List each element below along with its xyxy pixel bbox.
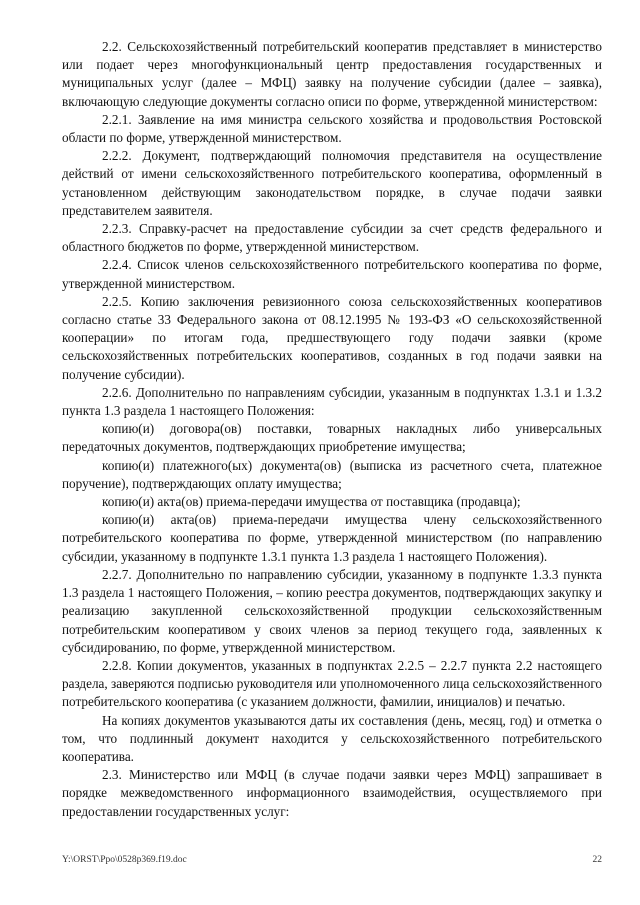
page-footer — [62, 855, 602, 865]
paragraph-2-2-7: 2.2.7. Дополнительно по направлению субсидии, указанному в подпункте 1.3.3 пункта 1.3 раздела 1 настоящего Положения, – копию реестра документов, подтверждающих закупку и реализацию закупленной сельскохозяйственной продукции сельскохозяйственным потребительским кооперативом у своих членов за период текущего года, заявленных к субсидированию, по форме, утвержденной министерством. — [62, 566, 602, 655]
paragraph-2-2-4: 2.2.4. Список членов сельскохозяйственного потребительского кооператива по форме, утвержденной министерством. — [62, 257, 602, 291]
paragraph-2-2-3: 2.2.3. Справку-расчет на предоставление субсидии за счет средств федерального и областного бюджетов по форме, утвержденной министерством. — [62, 221, 602, 255]
paragraph-2-3: 2.3. Министерство или МФЦ (в случае подачи заявки через МФЦ) запрашивает в порядке межведомственного информационного взаимодействия, осуществляемого при предоставлении государственных услуг: — [62, 767, 602, 819]
paragraph-copies-dates: На копиях документов указываются даты их составления (день, месяц, год) и отметка о том, что подлинный документ находится у сельскохозяйственного потребительского кооператива. — [62, 712, 602, 764]
list-item-acceptance-member: копию(и) акта(ов) приема-передачи имущества члену сельскохозяйственного потребительского кооператива по форме, утвержденной министерством (по направлению субсидии, указанному в подпункте 1.3.1 пункта 1.3 раздела 1 настоящего Положения). — [62, 512, 602, 564]
paragraph-2-2-5: 2.2.5. Копию заключения ревизионного союза сельскохозяйственных кооперативов согласно статье 33 Федерального закона от 08.12.1995 № 193-ФЗ «О сельскохозяйственной кооперации» по итогам года, предшествующего году подачи заявки (кроме сельскохозяйственных потребительских кооперативов, созданных в год подачи заявки на получение субсидии). — [62, 293, 602, 382]
list-item-payments: копию(и) платежного(ых) документа(ов) (выписка из расчетного счета, платежное поручение), подтверждающих оплату имущества; — [62, 457, 602, 491]
document-body — [62, 38, 602, 821]
page-number: 22 — [592, 855, 602, 865]
list-item-contracts: копию(и) договора(ов) поставки, товарных накладных либо универсальных передаточных документов, подтверждающих приобретение имущества; — [62, 421, 602, 455]
paragraph-2-2-8: 2.2.8. Копии документов, указанных в подпунктах 2.2.5 – 2.2.7 пункта 2.2 настоящего раздела, заверяются подписью руководителя или уполномоченного лица сельскохозяйственного потребительского кооператива (с указанием должности, фамилии, инициалов) и печатью. — [62, 657, 602, 710]
file-path: Y:\ORST\Ppo\0528p369.f19.doc — [62, 855, 187, 865]
paragraph-2-2-6: 2.2.6. Дополнительно по направлениям субсидии, указанным в подпунктах 1.3.1 и 1.3.2 пункта 1.3 раздела 1 настоящего Положения: — [62, 384, 602, 419]
paragraph-2-2: 2.2. Сельскохозяйственный потребительский кооператив представляет в министерство или подает через многофункциональный центр предоставления государственных и муниципальных услуг (далее – МФЦ) заявку на получение субсидии (далее – заявка), включающую следующие документы согласно описи по форме, утвержденной министерством: — [62, 39, 602, 109]
paragraph-2-2-2: 2.2.2. Документ, подтверждающий полномочия представителя на осуществление действий от имени сельскохозяйственного потребительского кооператива, оформленный в установленном действующим законодательством порядке, в случае подачи заявки представителем заявителя. — [62, 148, 602, 218]
list-item-acceptance-supplier: копию(и) акта(ов) приема-передачи имущества от поставщика (продавца); — [102, 494, 521, 510]
paragraph-2-2-1: 2.2.1. Заявление на имя министра сельского хозяйства и продовольствия Ростовской области по форме, утвержденной министерством. — [62, 111, 602, 146]
